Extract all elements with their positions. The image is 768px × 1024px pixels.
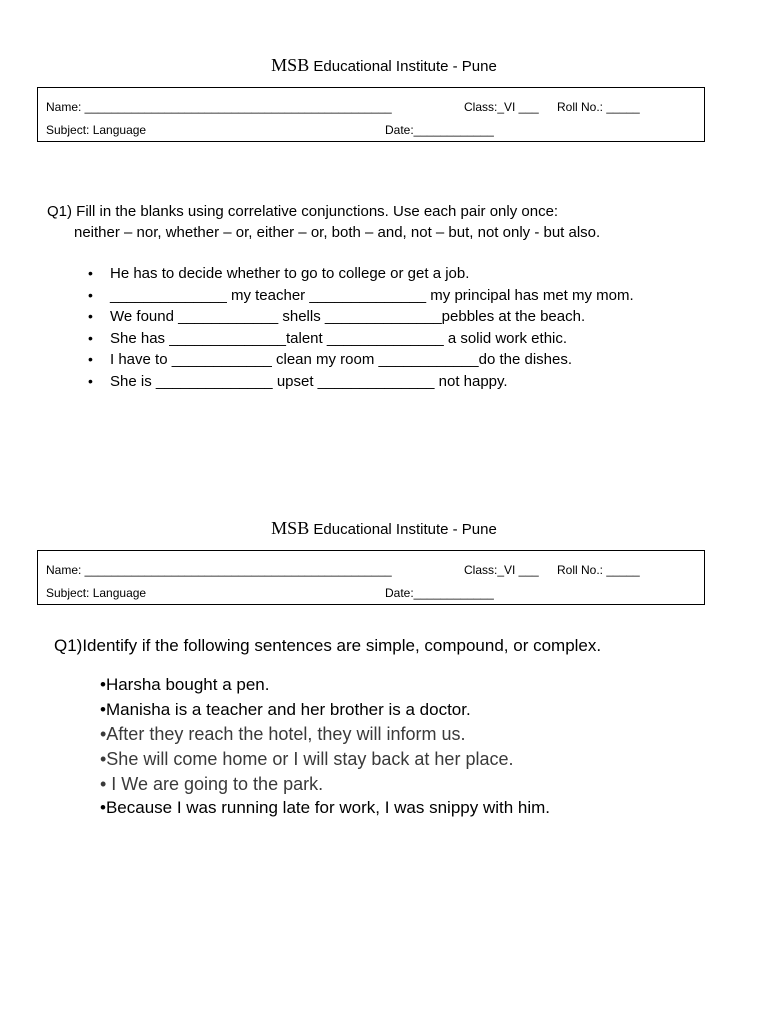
list-item: • He has to decide whether to go to college or get a job.: [88, 263, 634, 285]
class-field: Class:_VI ___: [464, 563, 539, 577]
list-item: • ______________ my teacher ______________ my principal has met my mom.: [88, 285, 634, 307]
list-item: • I We are going to the park.: [100, 773, 324, 794]
worksheet-title: [0, 518, 768, 539]
school-prefix: MSB: [271, 518, 310, 538]
list-item: • She has ______________talent ______________ a solid work ethic.: [88, 328, 634, 350]
list-item: •Manisha is a teacher and her brother is a doctor.: [100, 699, 471, 719]
list-item: •Because I was running late for work, I was snippy with him.: [100, 798, 551, 818]
roll-number-field: Roll No.: _____: [557, 100, 640, 114]
bullet-icon: •: [88, 351, 93, 367]
question-heading: Q1) Fill in the blanks using correlative conjunctions. Use each pair only once:: [47, 203, 559, 220]
bullet-icon: •: [88, 329, 93, 346]
date-field: Date:____________: [385, 586, 494, 600]
subject-field: Subject: Language: [46, 123, 147, 137]
class-field: Class:_VI ___: [464, 100, 539, 114]
worksheet-title: [0, 55, 768, 76]
name-field: Name: ______________________________________________: [46, 563, 392, 577]
list-item: • We found ____________ shells ______________pebbles at the beach.: [88, 306, 634, 328]
date-field: Date:____________: [385, 123, 494, 137]
list-item: • She is ______________ upset ______________ not happy.: [88, 371, 634, 393]
bullet-icon: •: [88, 286, 93, 303]
school-name: Educational Institute - Pune: [313, 58, 497, 75]
student-info-box: [37, 87, 705, 142]
name-field: Name: ______________________________________________: [46, 100, 392, 114]
student-info-box: [37, 550, 705, 605]
roll-number-field: Roll No.: _____: [557, 563, 640, 577]
list-item: • I have to ____________ clean my room ____________do the dishes.: [88, 349, 634, 371]
bullet-icon: •: [88, 308, 93, 324]
list-item: •She will come home or I will stay back at her place.: [100, 749, 514, 770]
sentence-list: [100, 673, 550, 821]
bullet-icon: •: [88, 372, 93, 389]
bullet-icon: •: [88, 265, 93, 281]
list-item: •After they reach the hotel, they will inform us.: [100, 724, 466, 745]
question-heading: Q1)Identify if the following sentences are simple, compound, or complex.: [54, 636, 602, 655]
school-prefix: MSB: [271, 55, 310, 75]
subject-field: Subject: Language: [46, 586, 147, 600]
fill-in-list: [88, 263, 634, 392]
list-item: •Harsha bought a pen.: [100, 675, 270, 694]
conjunction-pairs: neither – nor, whether – or, either – or, both – and, not – but, not only - but also.: [74, 224, 601, 241]
school-name: Educational Institute - Pune: [313, 521, 497, 538]
